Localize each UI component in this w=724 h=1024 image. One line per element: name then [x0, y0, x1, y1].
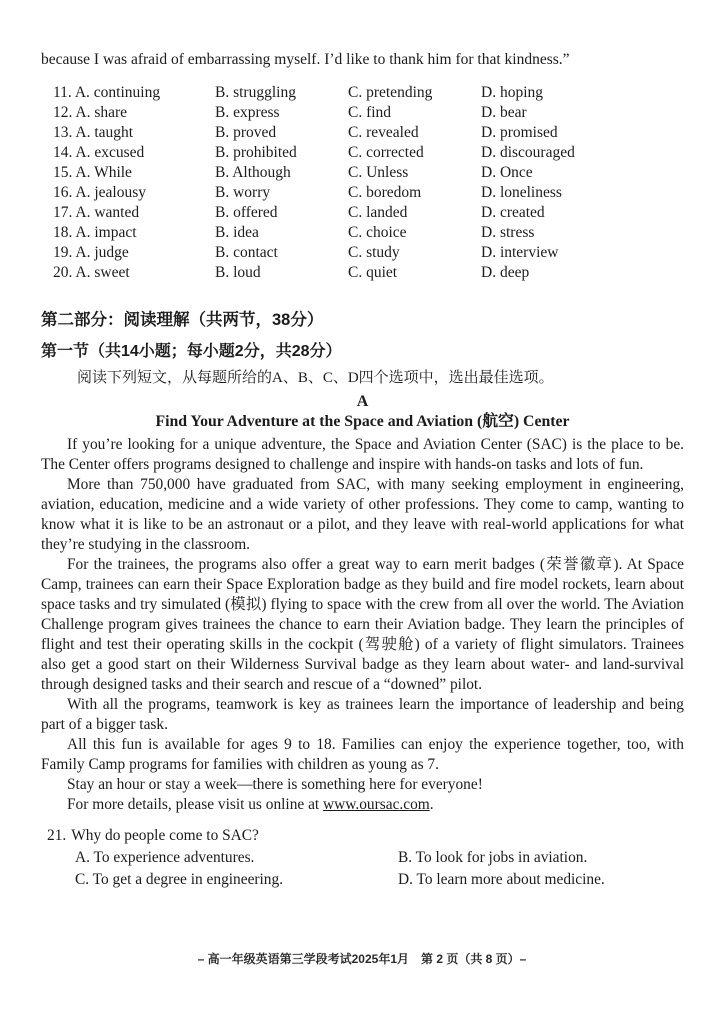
option-d: D. stress: [481, 224, 535, 241]
question-number: 21.: [47, 827, 67, 844]
question-text: Why do people come to SAC?: [71, 827, 259, 844]
page-footer: – 高一年级英语第三学段考试2025年1月 第 2 页（共 8 页）–: [197, 952, 527, 966]
cloze-row-11: [53, 83, 684, 103]
cloze-row-14: [53, 143, 684, 163]
option-d: D. loneliness: [481, 184, 562, 201]
option-d: D. deep: [481, 264, 530, 281]
question-number: 17.: [53, 204, 73, 221]
option-c: C. choice: [348, 224, 407, 241]
question-number: 19.: [53, 244, 73, 261]
passage-label-a: A: [356, 393, 369, 410]
option-a: A. taught: [75, 124, 134, 141]
option-b: B. offered: [215, 204, 278, 221]
question-number: 13.: [53, 124, 73, 141]
q21-option-d: D. To learn more about medicine.: [398, 871, 605, 888]
cloze-row-18: [53, 223, 684, 243]
option-c: C. Unless: [348, 164, 409, 181]
question-number: 20.: [53, 264, 73, 281]
cloze-row-17: [53, 203, 684, 223]
option-c: C. quiet: [348, 264, 398, 281]
cloze-passage-ending: because I was afraid of embarrassing myself. I’d like to thank him for that kindness.”: [41, 51, 570, 68]
option-c: C. find: [348, 104, 392, 121]
reading-passage: [41, 435, 684, 815]
question-21: [41, 825, 684, 891]
paragraph-7-text: For more details, please visit us online at: [67, 796, 324, 813]
q21-option-c: C. To get a degree in engineering.: [75, 871, 284, 888]
q21-option-a: A. To experience adventures.: [75, 849, 255, 866]
part2-heading: 第二部分：阅读理解（共两节，38分）: [41, 311, 324, 329]
option-b: B. express: [215, 104, 280, 121]
option-d: D. bear: [481, 104, 527, 121]
option-d: D. discouraged: [481, 144, 575, 161]
option-d: D. promised: [481, 124, 558, 141]
question-number: 16.: [53, 184, 73, 201]
cloze-row-15: [53, 163, 684, 183]
option-c: C. corrected: [348, 144, 424, 161]
q21-option-b: B. To look for jobs in aviation.: [398, 849, 588, 866]
option-c: C. landed: [348, 204, 408, 221]
cloze-row-13: [53, 123, 684, 143]
option-a: A. continuing: [74, 84, 161, 101]
option-d: D. hoping: [481, 84, 543, 101]
question-number: 15.: [53, 164, 73, 181]
option-b: B. proved: [215, 124, 277, 141]
option-a: A. share: [75, 104, 128, 121]
option-d: D. created: [481, 204, 545, 221]
option-b: B. Although: [215, 164, 291, 181]
website-url-text: www.oursac.com: [323, 796, 430, 813]
question-number: 11.: [53, 84, 72, 101]
option-b: B. prohibited: [215, 144, 297, 161]
option-b: B. contact: [215, 244, 278, 261]
option-c: C. boredom: [348, 184, 422, 201]
option-b: B. struggling: [215, 84, 296, 101]
passage-title: Find Your Adventure at the Space and Aviation (航空) Center: [155, 413, 570, 430]
passage-paragraph-4: With all the programs, teamwork is key as trainees learn the importance of leadership and being part of a bigger task.: [41, 696, 684, 733]
option-a: A. excused: [75, 144, 145, 161]
cloze-row-20: [53, 263, 684, 283]
question-number: 12.: [53, 104, 73, 121]
option-d: D. Once: [481, 164, 533, 181]
passage-paragraph-1: If you’re looking for a unique adventure, the Space and Aviation Center (SAC) is the place to be. The Center offers programs designed to challenge and inspire with hands-on tasks and lots of fun.: [41, 436, 684, 473]
passage-paragraph-3: For the trainees, the programs also offer a great way to earn merit badges (荣誉徽章). At Space Camp, trainees can earn their Space Exploration badge as they build and fire model rockets, learn about space tasks and try simulated (模拟) flying to space with the crew from all over the world. The Aviation Challenge program gives trainees the chance to earn their Aviation badge. They learn the principles of flight and test their operating skills in the cockpit (驾驶舱) of a variety of flight simulators. Trainees also get a good start on their Wilderness Survival badge as they learn about water- and land-survival through designed tasks and their search and rescue of a “downed” pilot.: [41, 556, 684, 693]
paragraph-7-period: .: [429, 796, 434, 813]
option-a: A. sweet: [75, 264, 130, 281]
section1-heading: 第一节（共14小题；每小题2分，共28分）: [41, 343, 342, 360]
cloze-row-16: [53, 183, 684, 203]
option-c: C. study: [348, 244, 400, 261]
passage-paragraph-6: Stay an hour or stay a week—there is something here for everyone!: [67, 776, 483, 793]
option-d: D. interview: [481, 244, 559, 261]
option-a: A. impact: [75, 224, 137, 241]
passage-paragraph-2: More than 750,000 have graduated from SAC, with many seeking employment in engineering, aviation, education, medicine and a wide variety of other professions. They come to camp, wanting to know what it is like to be an astronaut or a pilot, and they leave with real-world applications for what they’re studying in the classroom.: [41, 476, 684, 553]
cloze-options-block: [53, 83, 684, 283]
reading-instruction: 阅读下列短文，从每题所给的A、B、C、D四个选项中，选出最佳选项。: [77, 370, 554, 386]
cloze-row-12: [53, 103, 684, 123]
cloze-row-19: [53, 243, 684, 263]
option-a: A. While: [75, 164, 132, 181]
passage-paragraph-5: All this fun is available for ages 9 to 18. Families can enjoy the experience together, too, with Family Camp programs for families with children as young as 7.: [41, 736, 684, 773]
option-b: B. loud: [215, 264, 261, 281]
passage-paragraph-7: [41, 795, 684, 815]
option-c: C. pretending: [348, 84, 433, 101]
option-a: A. jealousy: [75, 184, 147, 201]
question-number: 14.: [53, 144, 73, 161]
question-number: 18.: [53, 224, 73, 241]
question-21-options: [75, 847, 684, 891]
question-21-stem: [47, 825, 684, 846]
option-c: C. revealed: [348, 124, 419, 141]
option-a: A. wanted: [75, 204, 140, 221]
option-a: A. judge: [75, 244, 129, 261]
option-b: B. worry: [215, 184, 271, 201]
option-b: B. idea: [215, 224, 259, 241]
